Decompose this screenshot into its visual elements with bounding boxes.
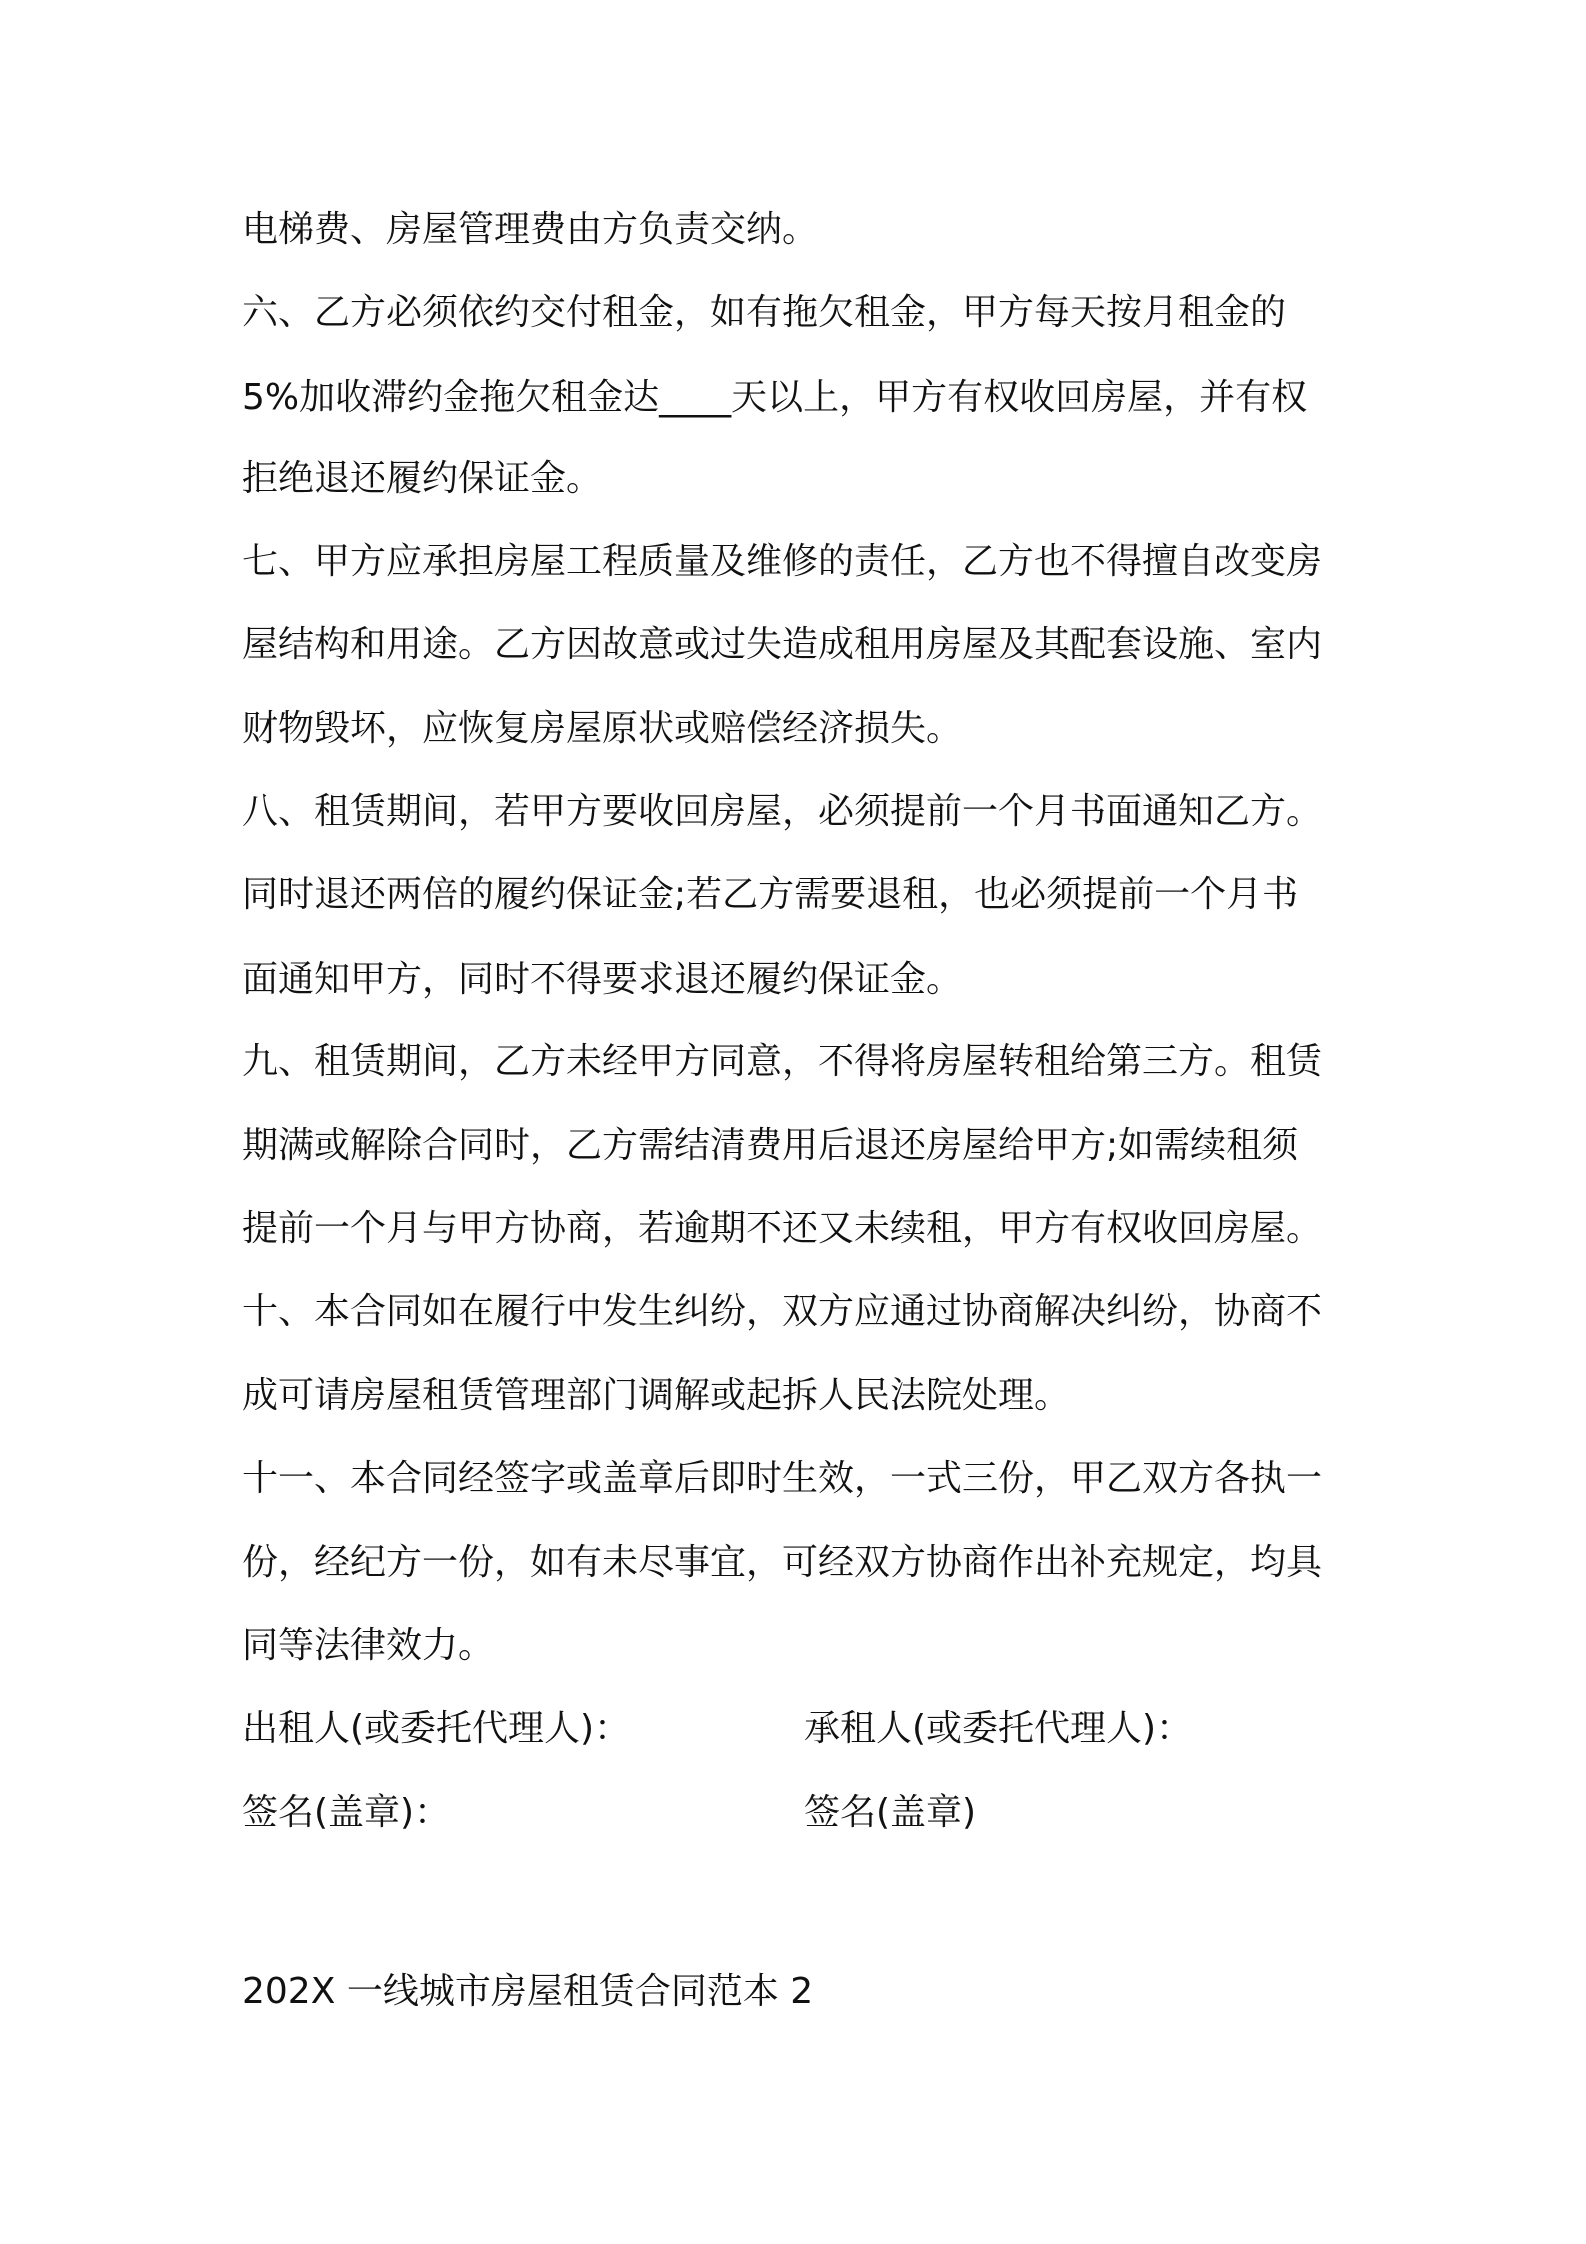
clause-seven-line-2: 屋结构和用途。乙方因故意或过失造成租用房屋及其配套设施、室内: [242, 624, 1323, 665]
clause-seven-line-1: 七、甲方应承担房屋工程质量及维修的责任，乙方也不得擅自改变房: [242, 541, 1323, 582]
clause-eleven-line-2: 份，经纪方一份，如有未尽事宜，可经双方协商作出补充规定，均具: [242, 1542, 1323, 1583]
clause-nine-line-2: 期满或解除合同时，乙方需结清费用后退还房屋给甲方;如需续租须: [242, 1125, 1299, 1166]
clause-six-line-3: 拒绝退还履约保证金。: [242, 458, 603, 499]
clause-eight-line-2: 同时退还两倍的履约保证金;若乙方需要退租，也必须提前一个月书: [242, 874, 1299, 915]
text-line: 电梯费、房屋管理费由方负责交纳。: [242, 209, 819, 250]
clause-nine-line-1: 九、租赁期间，乙方未经甲方同意，不得将房屋转租给第三方。租赁: [242, 1041, 1323, 1082]
lessee-sign-label: 签名(盖章): [804, 1792, 977, 1833]
clause-six-line-2: 5%加收滞约金拖欠租金达____天以上，甲方有权收回房屋，并有权: [242, 377, 1308, 418]
clause-nine-line-3: 提前一个月与甲方协商，若逾期不还又未续租，甲方有权收回房屋。: [242, 1208, 1323, 1249]
clause-ten-line-2: 成可请房屋租赁管理部门调解或起拆人民法院处理。: [242, 1375, 1071, 1416]
clause-eleven-line-1: 十一、本合同经签字或盖章后即时生效，一式三份，甲乙双方各执一: [242, 1458, 1323, 1499]
clause-six-line-1: 六、乙方必须依约交付租金，如有拖欠租金，甲方每天按月租金的: [242, 292, 1287, 333]
clause-eleven-line-3: 同等法律效力。: [242, 1625, 495, 1666]
lessor-sign-label: 签名(盖章)：: [242, 1792, 451, 1833]
clause-ten-line-1: 十、本合同如在履行中发生纠纷，双方应通过协商解决纠纷，协商不: [242, 1291, 1323, 1332]
lessor-label: 出租人(或委托代理人)：: [242, 1708, 631, 1749]
clause-eight-line-3: 面通知甲方，同时不得要求退还履约保证金。: [242, 959, 963, 1000]
clause-seven-line-3: 财物毁坏，应恢复房屋原状或赔偿经济损失。: [242, 708, 963, 749]
lessee-label: 承租人(或委托代理人)：: [804, 1708, 1193, 1749]
clause-eight-line-1: 八、租赁期间，若甲方要收回房屋，必须提前一个月书面通知乙方。: [242, 791, 1323, 832]
next-contract-title: 202X 一线城市房屋租赁合同范本 2: [242, 1971, 814, 2012]
